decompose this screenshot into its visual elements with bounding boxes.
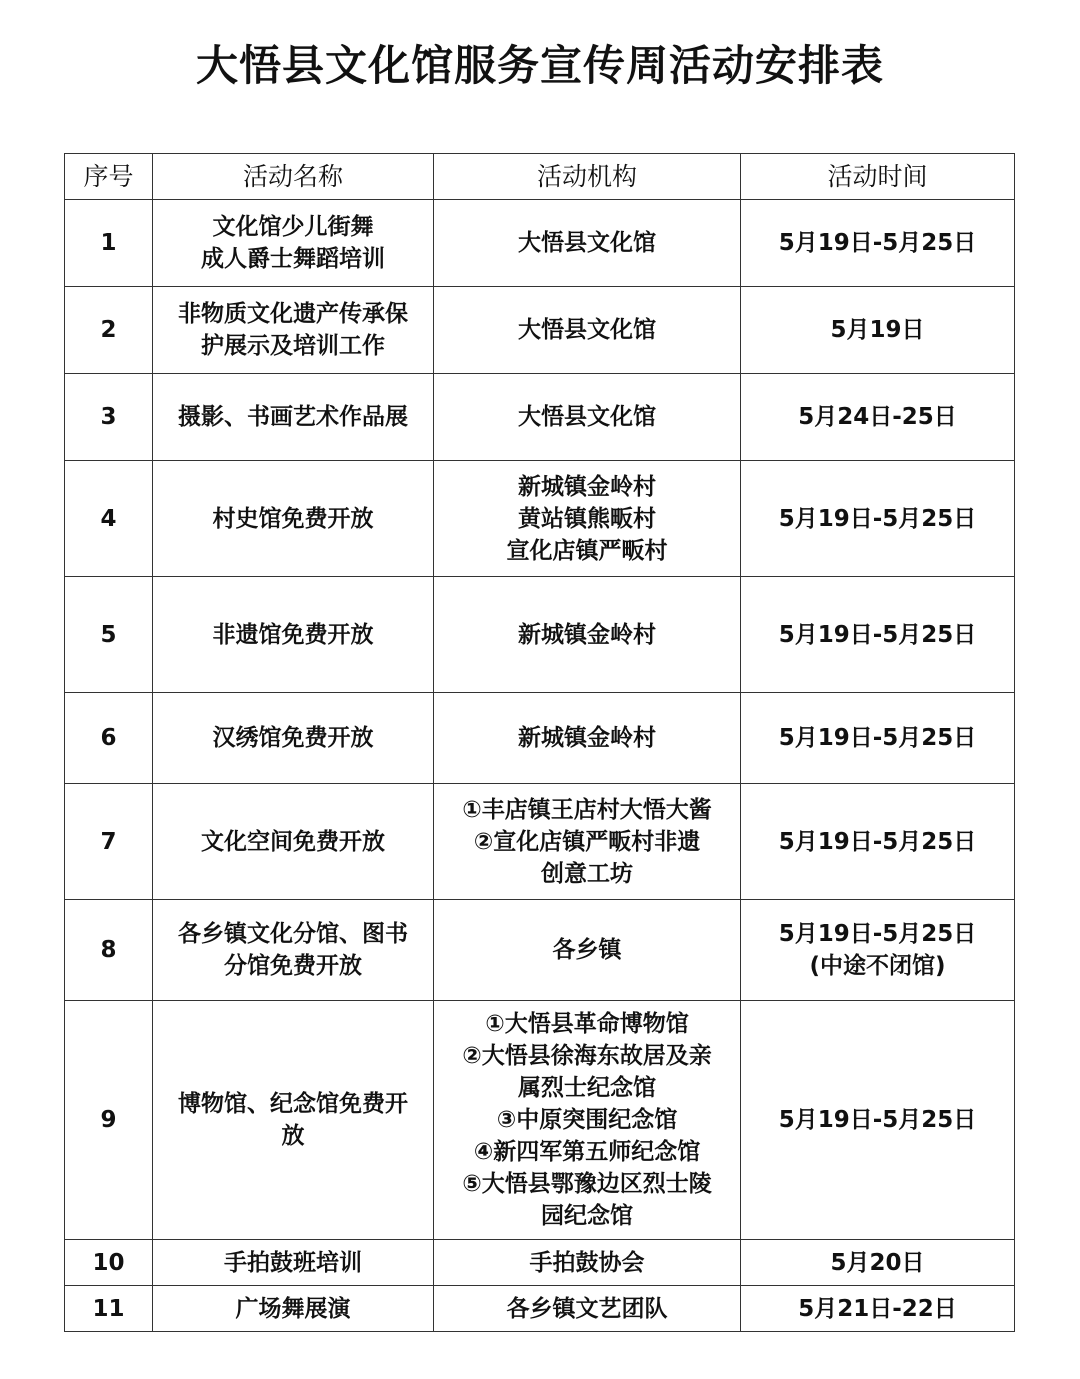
table-row [65, 374, 1015, 461]
cell-time: 5月19日 [741, 287, 1015, 374]
cell-organization: 大悟县文化馆 [434, 200, 741, 287]
header-number: 序号 [65, 154, 153, 200]
cell-time: 5月19日-5月25日 [741, 200, 1015, 287]
table-header-row [65, 154, 1015, 200]
table-row [65, 693, 1015, 784]
cell-time: 5月21日-22日 [741, 1286, 1015, 1332]
cell-number: 1 [65, 200, 153, 287]
cell-activity-name: 非物质文化遗产传承保 护展示及培训工作 [153, 287, 434, 374]
cell-time: 5月24日-25日 [741, 374, 1015, 461]
cell-organization: ①丰店镇王店村大悟大酱 ②宣化店镇严畈村非遗 创意工坊 [434, 784, 741, 900]
cell-number: 2 [65, 287, 153, 374]
page-title: 大悟县文化馆服务宣传周活动安排表 [195, 41, 884, 90]
cell-number: 11 [65, 1286, 153, 1332]
table-row [65, 200, 1015, 287]
cell-organization: 手拍鼓协会 [434, 1240, 741, 1286]
cell-number: 3 [65, 374, 153, 461]
cell-organization: 大悟县文化馆 [434, 287, 741, 374]
cell-activity-name: 摄影、书画艺术作品展 [153, 374, 434, 461]
table-row [65, 1286, 1015, 1332]
cell-number: 10 [65, 1240, 153, 1286]
cell-organization: 各乡镇 [434, 900, 741, 1001]
cell-organization: 大悟县文化馆 [434, 374, 741, 461]
cell-organization: 新城镇金岭村 [434, 693, 741, 784]
cell-organization: 各乡镇文艺团队 [434, 1286, 741, 1332]
cell-time: 5月19日-5月25日 [741, 693, 1015, 784]
cell-activity-name: 广场舞展演 [153, 1286, 434, 1332]
activity-schedule-table [64, 153, 1015, 1332]
cell-organization: ①大悟县革命博物馆 ②大悟县徐海东故居及亲 属烈士纪念馆 ③中原突围纪念馆 ④新四军第五师纪念馆 ⑤大悟县鄂豫边区烈士陵 园纪念馆 [434, 1001, 741, 1240]
table-row [65, 287, 1015, 374]
cell-organization: 新城镇金岭村 黄站镇熊畈村 宣化店镇严畈村 [434, 461, 741, 577]
cell-time: 5月20日 [741, 1240, 1015, 1286]
cell-time: 5月19日-5月25日 (中途不闭馆) [741, 900, 1015, 1001]
cell-organization: 新城镇金岭村 [434, 577, 741, 693]
cell-time: 5月19日-5月25日 [741, 1001, 1015, 1240]
table-row [65, 900, 1015, 1001]
header-time: 活动时间 [741, 154, 1015, 200]
cell-number: 6 [65, 693, 153, 784]
table-row [65, 461, 1015, 577]
cell-activity-name: 汉绣馆免费开放 [153, 693, 434, 784]
cell-activity-name: 手拍鼓班培训 [153, 1240, 434, 1286]
table-row [65, 784, 1015, 900]
header-organization: 活动机构 [434, 154, 741, 200]
cell-activity-name: 文化馆少儿街舞 成人爵士舞蹈培训 [153, 200, 434, 287]
cell-activity-name: 非遗馆免费开放 [153, 577, 434, 693]
cell-number: 8 [65, 900, 153, 1001]
cell-number: 4 [65, 461, 153, 577]
cell-number: 7 [65, 784, 153, 900]
cell-activity-name: 村史馆免费开放 [153, 461, 434, 577]
cell-activity-name: 博物馆、纪念馆免费开 放 [153, 1001, 434, 1240]
header-activity-name: 活动名称 [153, 154, 434, 200]
cell-activity-name: 文化空间免费开放 [153, 784, 434, 900]
table-row [65, 577, 1015, 693]
cell-number: 5 [65, 577, 153, 693]
cell-time: 5月19日-5月25日 [741, 577, 1015, 693]
cell-time: 5月19日-5月25日 [741, 461, 1015, 577]
table-row [65, 1001, 1015, 1240]
cell-time: 5月19日-5月25日 [741, 784, 1015, 900]
table-row [65, 1240, 1015, 1286]
cell-number: 9 [65, 1001, 153, 1240]
cell-activity-name: 各乡镇文化分馆、图书 分馆免费开放 [153, 900, 434, 1001]
